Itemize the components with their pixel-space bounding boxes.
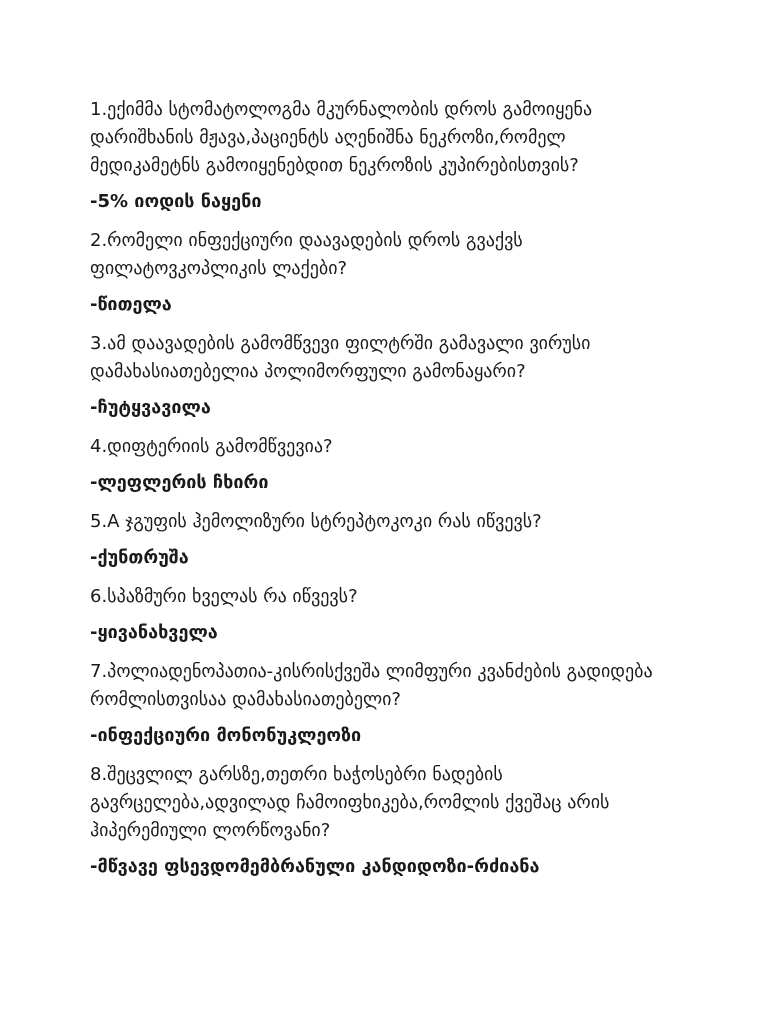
question-text: 1.ექიმმა სტომატოლოგმა მკურნალობის დროს გამოიყენა დარიშხანის მჟავა,პაციენტს აღენიშნა ნეკროზი,რომელ მედიკამეტნს გამოიყენებდით ნეკროზის კუპირებისთვის? <box>90 99 593 176</box>
answer-text: -ჩუტყვავილა <box>90 397 211 418</box>
question-text: 5.A ჯგუფის ჰემოლიზური სტრეპტოკოკი რას იწვევს? <box>90 511 542 532</box>
qa-item-5 <box>90 508 680 572</box>
answer-text: -ინფექციური მონონუკლეოზი <box>90 725 362 746</box>
answer-text: -ყივანახველა <box>90 622 218 643</box>
question-text: 6.სპაზმური ხველას რა იწვევს? <box>90 586 358 607</box>
answer-text: -მწვავე ფსევდომემბრანული კანდიდოზი-რძიანა <box>90 856 540 877</box>
question-text: 8.შეცვლილ გარსზე,თეთრი ხაჭოსებრი ნადების გავრცელება,ადვილად ჩამოიფხიკება,რომლის ქვეშაც არის ჰიპერემიული ლორწოვანი? <box>90 764 610 841</box>
question-text: 3.ამ დაავადების გამომწვევი ფილტრში გამავალი ვირუსი დამახასიათებელია პოლიმორფული გამონაყარი? <box>90 333 591 382</box>
qa-item-8 <box>90 761 680 881</box>
qa-item-4 <box>90 433 680 497</box>
question-text: 4.დიფტერიის გამომწვევია? <box>90 436 333 457</box>
qa-item-3 <box>90 330 680 422</box>
answer-text: -ლეფლერის ჩხირი <box>90 472 269 493</box>
question-text: 2.რომელი ინფექციური დაავადების დროს გვაქვს ფილატოვკოპლიკის ლაქები? <box>90 230 523 279</box>
qa-item-6 <box>90 583 680 647</box>
answer-text: -5% იოდის ნაყენი <box>90 191 262 212</box>
qa-item-2 <box>90 227 680 319</box>
answer-text: -ქუნთრუშა <box>90 547 189 568</box>
qa-item-1 <box>90 96 680 216</box>
qa-item-7 <box>90 658 680 750</box>
question-text: 7.პოლიადენოპათია-კისრისქვეშა ლიმფური კვანძების გადიდება რომლისთვისაა დამახასიათებელი? <box>90 661 653 710</box>
answer-text: -წითელა <box>90 294 172 315</box>
